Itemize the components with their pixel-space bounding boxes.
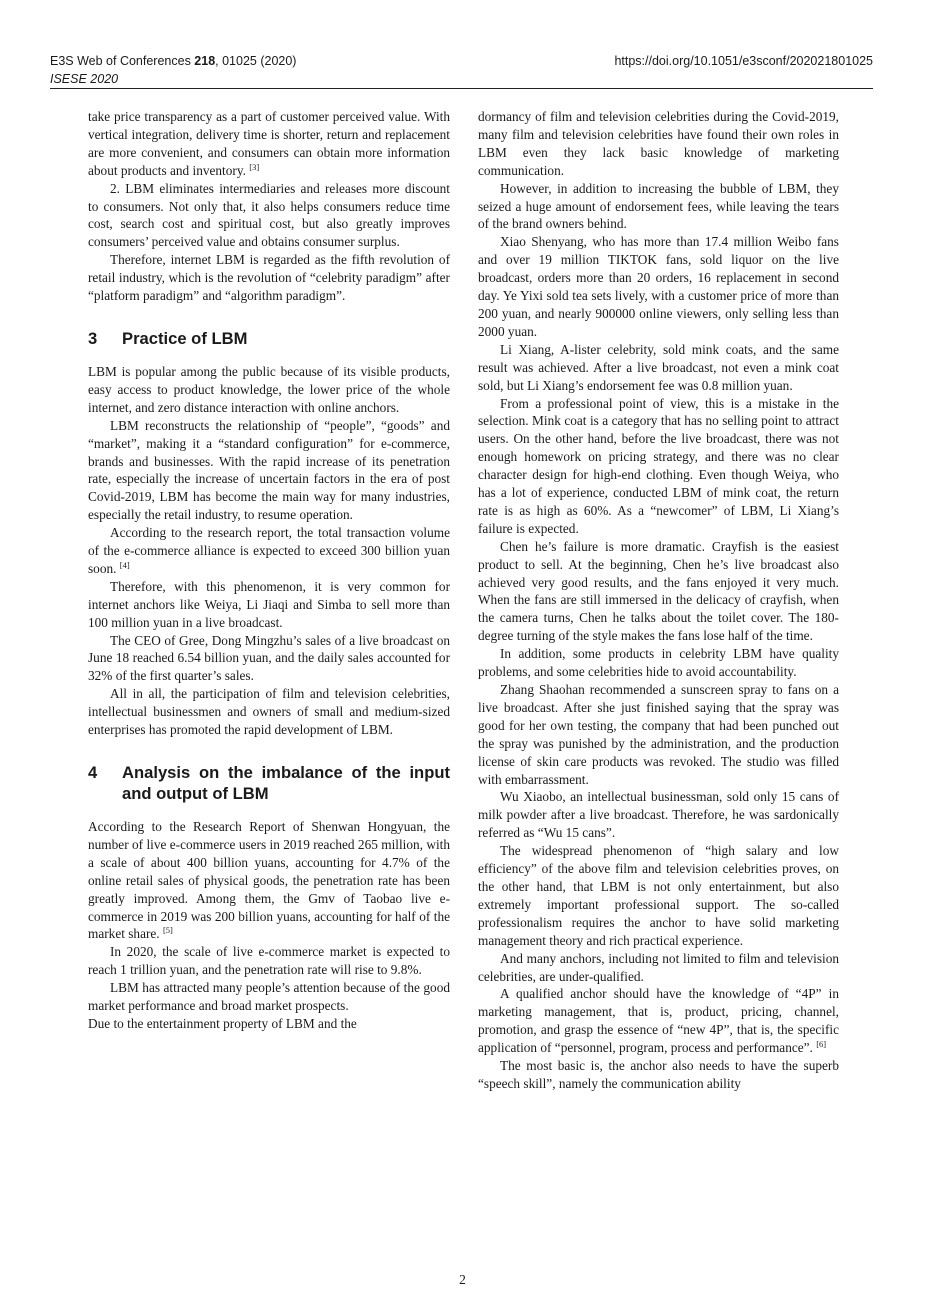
section-number: 3 <box>88 328 98 348</box>
paragraph: According to the research report, the total transaction volume of the e-commerce alliance is expected to exceed 300 billion yuan soon. [4] <box>88 525 450 576</box>
paragraph: And many anchors, including not limited to film and television celebrities, are under-qualified. <box>478 950 839 984</box>
paragraph: Therefore, internet LBM is regarded as the fifth revolution of retail industry, which is the revolution of “celebrity paradigm” after “platform paradigm” and “algorithm paradigm”. <box>88 252 450 304</box>
right-column <box>478 108 839 1093</box>
journal-citation: E3S Web of Conferences 218, 01025 (2020) <box>50 54 297 68</box>
section-heading-3 <box>88 328 450 349</box>
citation-ref[interactable]: [3] <box>249 161 260 172</box>
section-heading-4 <box>88 762 450 804</box>
paragraph: LBM is popular among the public because of its visible products, easy access to product knowledge, the lower price of the whole internet, and zero distance interaction with online anchors. <box>88 363 450 415</box>
header-left <box>50 52 296 88</box>
paragraph: Due to the entertainment property of LBM and the <box>88 1015 357 1031</box>
paragraph: Xiao Shenyang, who has more than 17.4 million Weibo fans and over 19 million TIKTOK fans, sold liquor on the live broadcast, orders more than 20 orders, 16 replacement in second day. Ye Yixi sold tea sets lively, with a customer price of more than 200 yuan, and nearly 900000 online viewers, only selling less than 2000 yuan. <box>478 234 839 339</box>
paragraph: A qualified anchor should have the knowledge of “4P” in marketing management, that is, product, pricing, channel, promotion, and grasp the essence of “new 4P”, that is, the specific application of “personnel, program, process and performance”. [6] <box>478 986 839 1056</box>
paragraph: In addition, some products in celebrity LBM have quality problems, and some celebrities hide to avoid accountability. <box>478 646 839 680</box>
left-column <box>88 108 450 1033</box>
paragraph: From a professional point of view, this is a mistake in the selection. Mink coat is a category that has no selling point to attract users. On the other hand, before the live broadcast, there was not enough homework on pricing strategy, and there was no clear character design for high-end clothing. Even though Weiya, who has a lot of experience, conducted LBM of mink coat, the return rate is as high as 60%. As a “newcomer” of LBM, Li Xiang’s failure is expected. <box>478 395 839 536</box>
header-rule <box>50 88 873 89</box>
paragraph: All in all, the participation of film and television celebrities, intellectual businessmen and owners of small and medium-sized enterprises has promoted the rapid development of LBM. <box>88 686 450 738</box>
paragraph: take price transparency as a part of customer perceived value. With vertical integration, delivery time is shorter, return and replacement are more convenient, and consumers can obtain more information about products and inventory. [3] <box>88 109 450 178</box>
paragraph: The widespread phenomenon of “high salary and low efficiency” of the above film and television celebrities proves, on the other hand, that LBM is not only entertainment, but also extremely important professional support. The so-called professionalism requires the anchor to have solid marketing management theory and rich practical experience. <box>478 843 839 948</box>
volume-number: 218 <box>194 54 216 68</box>
section-title: Analysis on the imbalance of the input and output of LBM <box>122 763 450 803</box>
section-number: 4 <box>88 763 98 782</box>
paragraph: Chen he’s failure is more dramatic. Crayfish is the easiest product to sell. At the beginning, Chen he’s live broadcast also achieved very good results, and the fans enjoyed it very much. When the fans are still immersed in the delicacy of crayfish, when the camera turns, Chen he talks about the toilet cover. The 180-degree turning of the style makes the fans lose half of the time. <box>478 538 839 644</box>
doi-link[interactable]: https://doi.org/10.1051/e3sconf/202021801025 <box>614 54 873 68</box>
paragraph: However, in addition to increasing the bubble of LBM, they seized a huge amount of endorsement fees, while leaving the tears of the brand owners behind. <box>478 180 839 232</box>
conference-name: ISESE 2020 <box>50 72 119 86</box>
paragraph: Therefore, with this phenomenon, it is very common for internet anchors like Weiya, Li Jiaqi and Simba to sell more than 100 million yuan in a live broadcast. <box>88 578 450 630</box>
paragraph: Li Xiang, A-lister celebrity, sold mink coats, and the same result was achieved. After a live broadcast, not even a mink coat sold, but Li Xiang’s endorsement fee was 0.8 million yuan. <box>478 341 839 393</box>
paragraph: In 2020, the scale of live e-commerce market is expected to reach 1 trillion yuan, and the penetration rate will rise to 9.8%. <box>88 944 450 978</box>
paragraph: The CEO of Gree, Dong Mingzhu’s sales of a live broadcast on June 18 reached 6.54 billion yuan, and the daily sales accounted for 32% of the first quarter’s sales. <box>88 632 450 684</box>
paragraph: The most basic is, the anchor also needs to have the superb “speech skill”, namely the communication ability <box>478 1058 839 1091</box>
citation-ref[interactable]: [6] <box>816 1039 827 1050</box>
section-title: Practice of LBM <box>122 328 248 348</box>
paragraph: LBM reconstructs the relationship of “people”, “goods” and “market”, making it a “standard configuration” for e-commerce, brands and businesses. With the rapid increase of its penetration rate, especially the increase of uncertain factors in the era of post Covid-2019, LBM has become the main way for many industries, especially the retail industry, to resume operation. <box>88 417 450 523</box>
paragraph: dormancy of film and television celebrities during the Covid-2019, many film and television celebrities have found their own roles in LBM even they lack basic knowledge of marketing communication. <box>478 109 839 178</box>
paragraph: Wu Xiaobo, an intellectual businessman, sold only 15 cans of milk powder after a live broadcast. Therefore, he was sardonically referred as “Wu 15 cans”. <box>478 789 839 841</box>
citation-ref[interactable]: [5] <box>162 925 173 936</box>
page-number: 2 <box>459 1272 466 1287</box>
paragraph: LBM has attracted many people’s attention because of the good market performance and broad market prospects. <box>88 980 450 1014</box>
paragraph: Zhang Shaohan recommended a sunscreen spray to fans on a live broadcast. After she just finished saying that the spray was good for her own testing, the company that had been punched out the spray was punished by the administration, and the production license of skin care products was revoked. The studio was filled with embarrassment. <box>478 682 839 787</box>
paragraph: 2. LBM eliminates intermediaries and releases more discount to consumers. Not only that, it also helps consumers reduce time cost, search cost and spiritual cost, but also greatly improves consumers’ perceived value and obtains consumer surplus. <box>88 180 450 250</box>
citation-ref[interactable]: [4] <box>119 559 130 570</box>
paragraph: According to the Research Report of Shenwan Hongyuan, the number of live e-commerce users in 2019 reached 265 million, with a scale of about 400 billion yuans, accounting for 4.7% of the online retail sales of physical goods, the penetration rate has been greatly improved. Among them, the Gmv of Taobao live e-commerce in 2019 was 200 billion yuans, accounting for half of the market share. [5] <box>88 819 450 942</box>
